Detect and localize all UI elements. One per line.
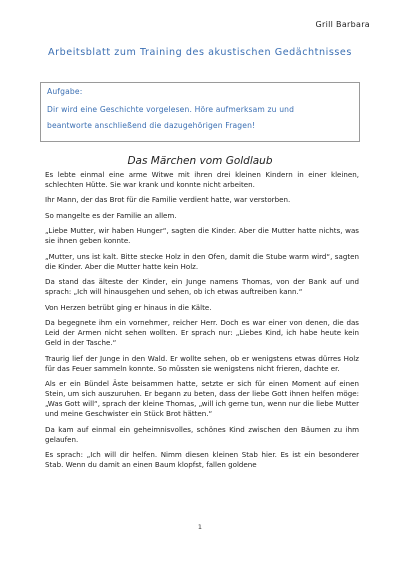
story-paragraph: Es lebte einmal eine arme Witwe mit ihren drei kleinen Kindern in einer kleinen, schlechten Hütte. Sie war krank und konnte nicht arbeiten. bbox=[45, 170, 359, 190]
story-paragraph: Traurig lief der Junge in den Wald. Er wollte sehen, ob er wenigstens etwas dürres Holz für das Feuer sammeln konnte. So müssten sie wenigstens nicht frieren, dachte er. bbox=[45, 353, 359, 373]
story-paragraph: Da stand das älteste der Kinder, ein Junge namens Thomas, von der Bank auf und sprach: „Ich will hinausgehen und sehen, ob ich etwas auftreiben kann.“ bbox=[45, 277, 359, 297]
story-paragraph: So mangelte es der Familie an allem. bbox=[45, 210, 177, 220]
story-paragraph: „Liebe Mutter, wir haben Hunger“, sagten die Kinder. Aber die Mutter hatte nichts, was sie ihnen geben konnte. bbox=[45, 226, 359, 246]
task-instruction-line-1: Dir wird eine Geschichte vorgelesen. Höre aufmerksam zu und bbox=[47, 105, 295, 114]
task-label: Aufgabe: bbox=[47, 87, 83, 96]
task-instruction-line-2: beantworte anschließend die dazugehörigen Fragen! bbox=[47, 121, 256, 130]
story-paragraph: Als er ein Bündel Äste beisammen hatte, setzte er sich für einen Moment auf einen Stein, um sich auszuruhen. Er begann zu beten, dass der liebe Gott ihnen helfen möge: „Was Gott will“, sprach der kleine Thomas, „will ich gerne tun, wenn nur die liebe Mutter und meine Geschwister ein Stück Brot hätten.“ bbox=[45, 379, 359, 419]
story-title: Das Märchen vom Goldlaub bbox=[127, 155, 273, 167]
story-paragraph: Da kam auf einmal ein geheimnisvolles, schönes Kind zwischen den Bäumen zu ihm gelaufen. bbox=[45, 424, 359, 444]
worksheet-title: Arbeitsblatt zum Training des akustischen Gedächtnisses bbox=[48, 47, 352, 58]
task-box bbox=[40, 82, 360, 142]
story-paragraph: Es sprach: „Ich will dir helfen. Nimm diesen kleinen Stab hier. Es ist ein besonderer Stab. Wenn du damit an einen Baum klopfst, fallen goldene bbox=[45, 450, 359, 470]
page-number: 1 bbox=[197, 523, 203, 531]
story-paragraph: Da begegnete ihm ein vornehmer, reicher Herr. Doch es war einer von denen, die das Leid der Armen nicht sehen wollten. Er sprach nur: „Liebes Kind, ich habe heute kein Geld in der Tasche.“ bbox=[45, 318, 359, 348]
story-paragraph: „Mutter, uns ist kalt. Bitte stecke Holz in den Ofen, damit die Stube warm wird“, sagten die Kinder. Aber die Mutter hatte kein Holz. bbox=[45, 251, 359, 271]
story-text bbox=[45, 170, 359, 476]
story-paragraph: Ihr Mann, der das Brot für die Familie verdient hatte, war verstorben. bbox=[45, 195, 291, 205]
story-paragraph: Von Herzen betrübt ging er hinaus in die Kälte. bbox=[45, 302, 212, 312]
author-name: Grill Barbara bbox=[315, 20, 370, 29]
